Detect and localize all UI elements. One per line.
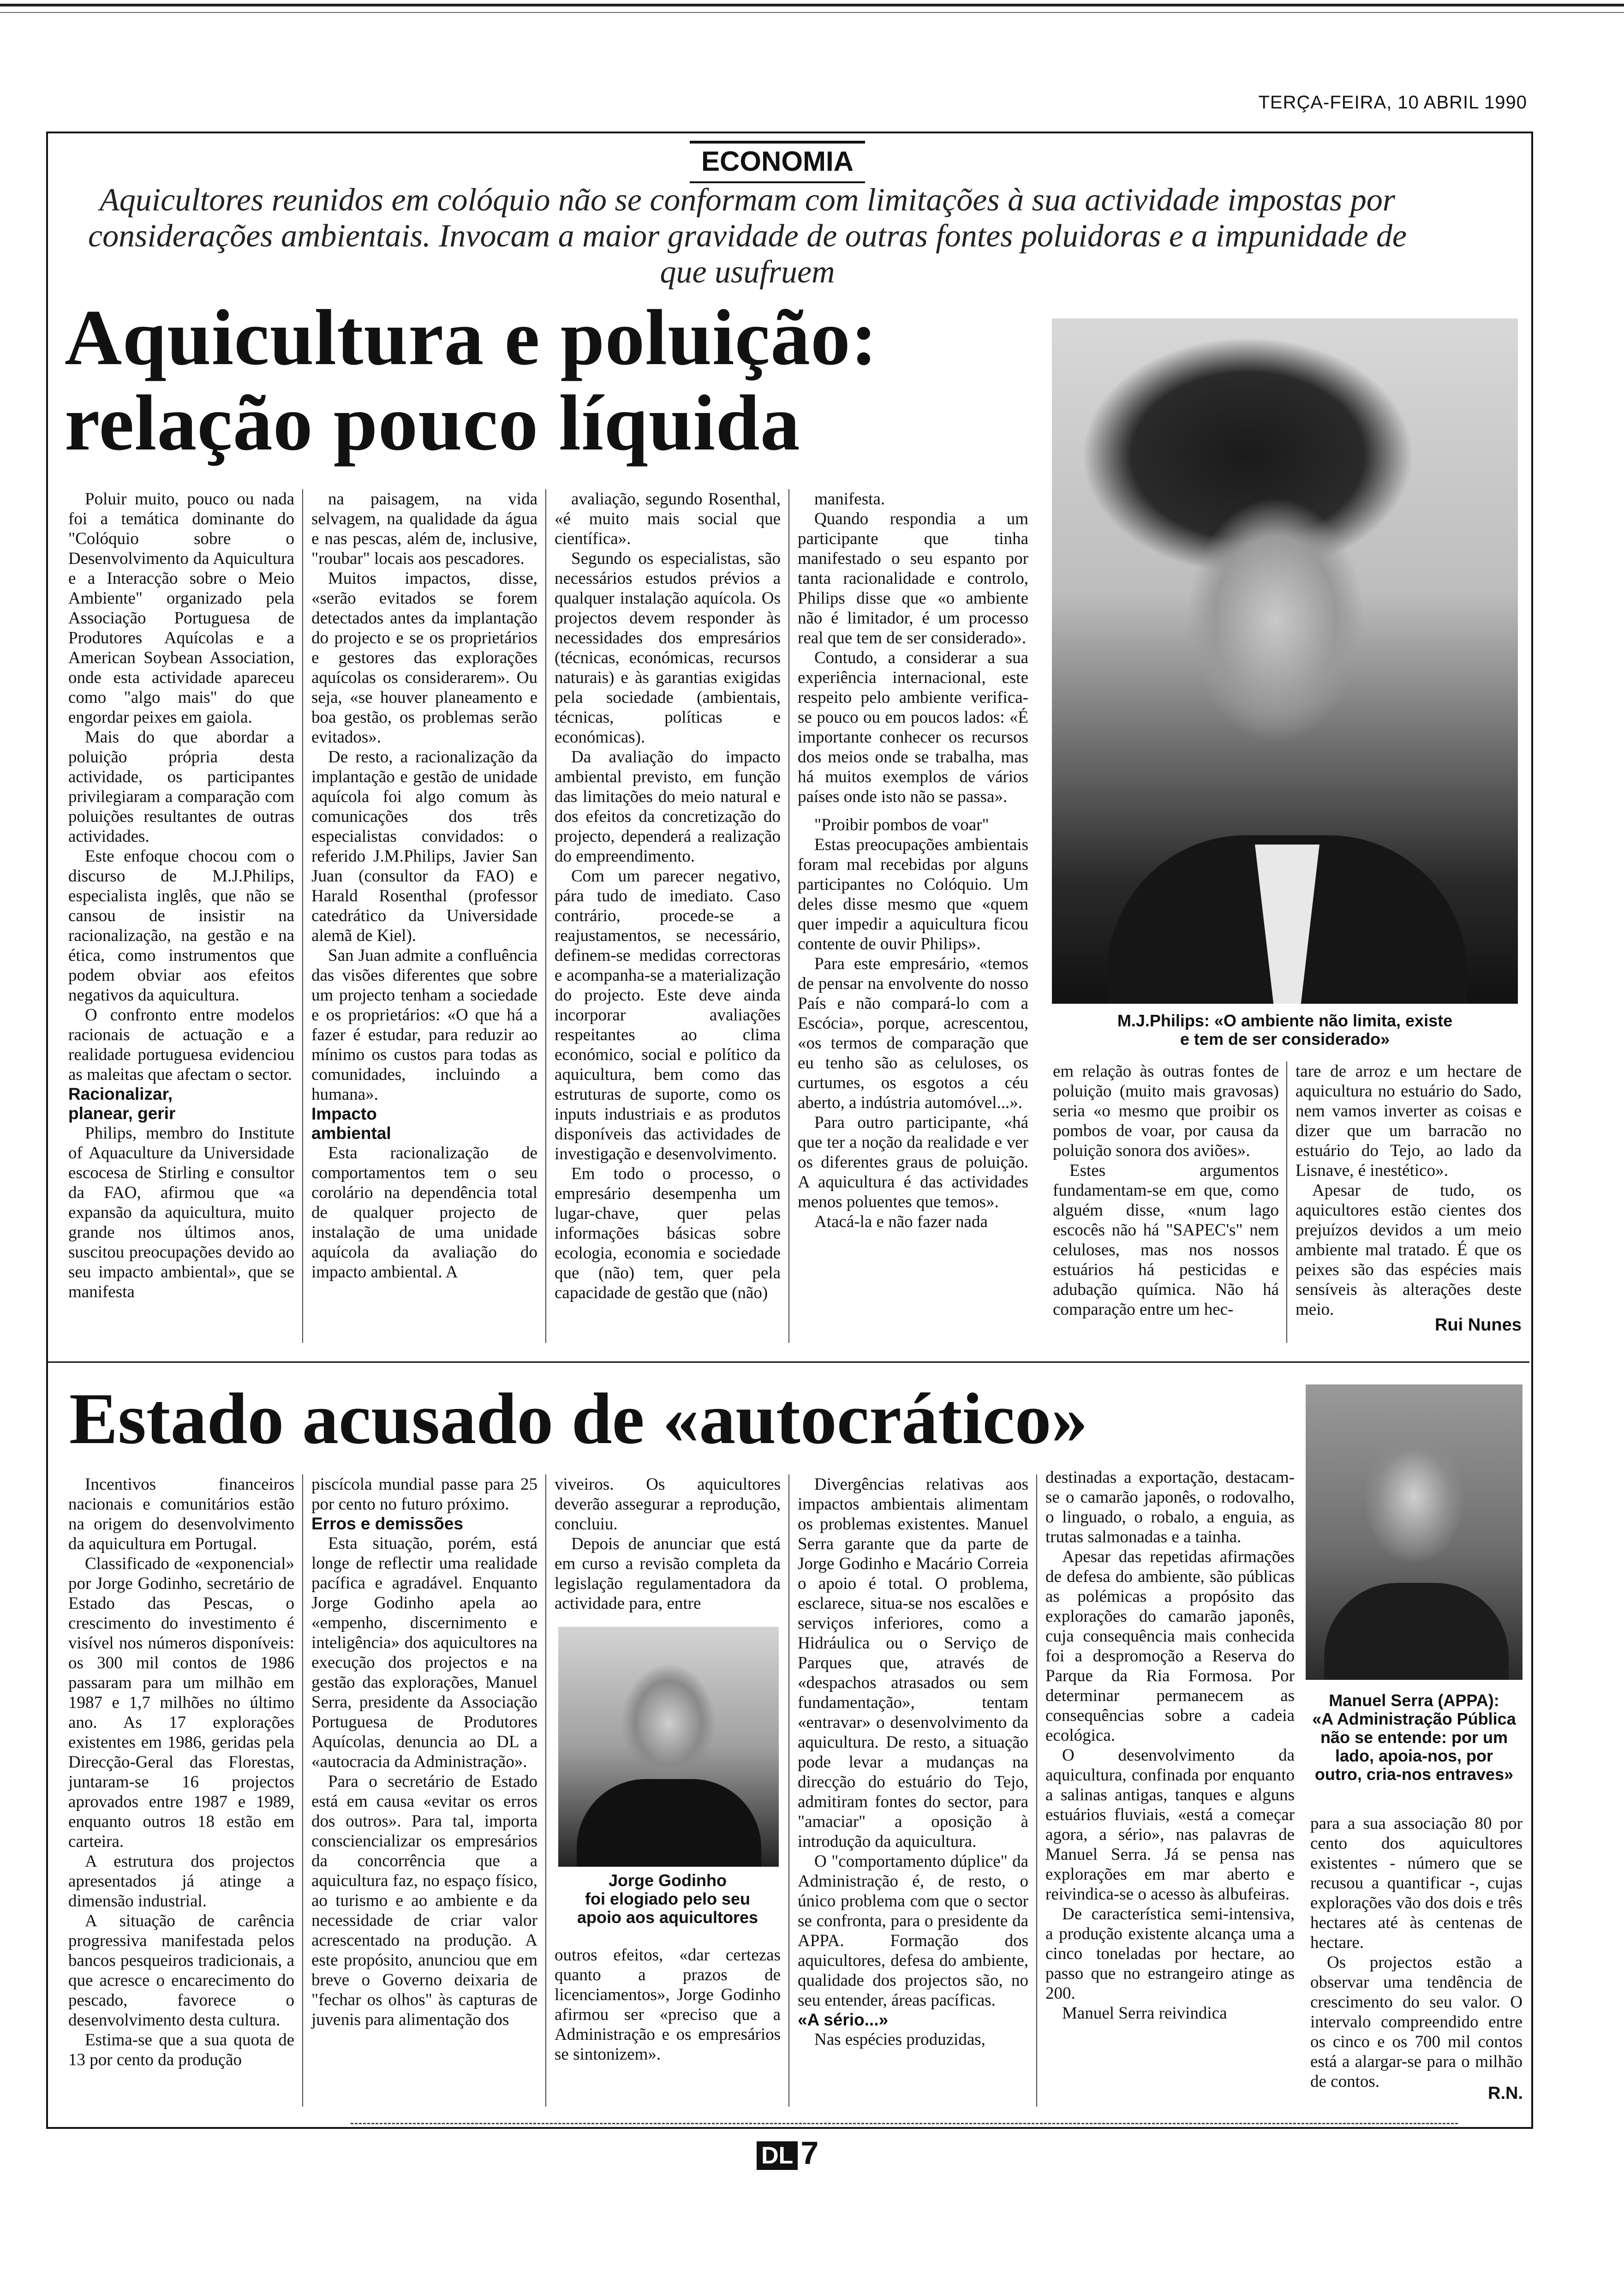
paragraph: O "comportamento dúplice" da Administração é, de resto, o único problema com que o sector se confronta, para o presidente da APPA. Formação dos aquicultores, defesa do ambiente, qualidade dos projectos são, no seu entender, áreas pacíficas.	[798, 1852, 1028, 2010]
article1-column-5	[1053, 1061, 1279, 1319]
paragraph: viveiros. Os aquicultores deverão assegurar a reprodução, concluiu.	[555, 1475, 781, 1534]
subhead: Racionalizar, planear, gerir	[68, 1085, 176, 1123]
paragraph: Para outro participante, «há que ter a noção da realidade e ver os diferentes graus de poluição. A aquicultura é das actividades menos poluentes que temos».	[798, 1113, 1028, 1211]
article-divider	[48, 1361, 1529, 1363]
paragraph: Contudo, a considerar a sua experiência internacional, este respeito pelo ambiente verifica-se pouco ou em poucos lados: «É importante conhecer os recursos dos meios onde se trabalha, mas há muitos exemplos de vários países onde isto não se passa».	[798, 648, 1028, 806]
dl-logo: DL	[757, 2141, 798, 2170]
paragraph: destinadas a exportação, destacam-se o camarão japonês, o rodovalho, o linguado, o robalo, a enguia, as trutas salmonadas e a tainha.	[1045, 1468, 1295, 1546]
column-rule	[302, 1474, 303, 2107]
paragraph: Para este empresário, «temos de pensar na envolvente do nosso País e não compará-lo com a Escócia», porque, acrescentou, «os termos de comparação que eu tenho são as celuloses, os curtumes, os esgotos a céu aberto, a indústria automóvel...».	[798, 954, 1028, 1112]
caption-line: apoio aos aquicultores	[577, 1908, 758, 1927]
page-number	[757, 2134, 818, 2171]
article2-byline: R.N.	[1488, 2084, 1523, 2103]
paragraph: Segundo os especialistas, são necessários estudos prévios a qualquer instalação aquícola. Os projectos devem responder às necessidades dos empresários (técnicas, económicas, recursos naturais) e às garantias exigidas pela sociedade (ambientais, técnicas, políticas e económicas).	[555, 549, 781, 747]
column-rule	[302, 489, 303, 1343]
caption-line: Jorge Godinho	[609, 1871, 727, 1890]
page-number-value: 7	[800, 2135, 819, 2171]
paragraph: Esta situação, porém, está longe de reflectir uma realidade pacífica e agradável. Enquanto Jorge Godinho apela ao «empenho, discernimento e inteligência» dos aquicultores na execução dos projectos e na gestão das explorações, Manuel Serra, presidente da Associação Portuguesa de Produtores Aquícolas, denuncia ao DL a «autocracia da Administração».	[311, 1534, 537, 1771]
article1-column-6	[1296, 1061, 1522, 1319]
column-rule	[1286, 1061, 1287, 1343]
paragraph: Apesar de tudo, os aquicultores estão cientes dos prejuízos devidos a um meio ambiente mal tratado. É que os peixes são das espécies mais sensíveis às alterações deste meio.	[1296, 1181, 1522, 1319]
paragraph: Nas espécies produzidas,	[814, 2030, 985, 2049]
photo-jacket	[1324, 1583, 1509, 1680]
godinho-photo-caption	[555, 1871, 781, 1927]
caption-line: «A Administração Pública	[1312, 1709, 1516, 1728]
column-rule	[788, 1474, 789, 2107]
column-rule	[788, 489, 789, 1343]
paragraph: tare de arroz e um hectare de aquicultura no estuário do Sado, nem vamos inverter as coisas e dizer que um barracão no estuário do Tejo, ao lado da Lisnave, é inestético».	[1296, 1062, 1522, 1180]
paragraph: Em todo o processo, o empresário desempenha um lugar-chave, quer pelas informações básicas sobre ecologia, economia e sociedade que (não) tem, quer pela capacidade de gestão que (não)	[555, 1164, 781, 1302]
paragraph: Esta racionalização de comportamentos tem o seu corolário na dependência total de qualquer projecto de instalação de uma unidade aquícola da avaliação do impacto ambiental. A	[311, 1144, 537, 1282]
paragraph: piscícola mundial passe para 25 por cento no futuro próximo.	[311, 1475, 537, 1514]
paragraph: Classificado de «exponencial» por Jorge Godinho, secretário de Estado das Pescas, o crescimento do investimento é visível nos números disponíveis: os 300 mil contos de 1986 passaram para um milhão em 1987 e 1,7 milhões no último ano. As 17 explorações existentes em 1986, geridas pela Direcção-Geral das Florestas, juntaram-se 16 projectos aprovados entre 1987 e 1989, enquanto outros 18 estão em carteira.	[68, 1554, 294, 1851]
caption-line: Manuel Serra (APPA):	[1329, 1691, 1499, 1710]
paragraph: Este enfoque chocou com o discurso de M.J.Philips, especialista inglês, que não se cansou de insistir na racionalização, na gestão e na ética, como instrumentos que podem obviar aos efeitos negativos da aquicultura.	[68, 847, 294, 1005]
article1-column-3	[555, 489, 781, 1303]
page-date: TERÇA-FEIRA, 10 ABRIL 1990	[1258, 92, 1527, 113]
paragraph: em relação às outras fontes de poluição (muito mais gravosas) seria «o mesmo que proibir os pombos de voar, por causa da poluição sonora dos aviões».	[1053, 1062, 1279, 1160]
paragraph: De resto, a racionalização da implantação e gestão de unidade aquícola foi algo comum às comunicações dos três especialistas convidados: o referido J.M.Philips, Javier San Juan (consultor da FAO) e Harald Rosenthal (professor catedrático da Universidade alemã de Kiel).	[311, 748, 537, 945]
article2-column-5	[1045, 1468, 1295, 2023]
article2-column-4	[798, 1474, 1028, 2049]
headline-line-1: Aquicultura e poluição:	[65, 294, 878, 382]
paragraph: A situação de carência progressiva manifestada pelos bancos pesqueiros tradicionais, a que acresce o encarecimento do pescado, favorece o desenvolvimento desta cultura.	[68, 1911, 294, 2030]
article2-headline: Estado acusado de «autocrático»	[69, 1378, 1088, 1459]
subhead: Impacto ambiental	[311, 1104, 391, 1143]
article1-byline: Rui Nunes	[1435, 1315, 1522, 1335]
photo-jacket	[577, 1779, 761, 1867]
paragraph: San Juan admite a confluência das visões diferentes que sobre um projecto tenham a sociedade e os proprietários: «O que há a fazer é estudar, para reduzir ao mínimo os custos para todas as comunidades, incluindo a humana».	[311, 946, 537, 1104]
paragraph: Os projectos estão a observar uma tendência de crescimento do seu valor. O intervalo compreendido entre os cinco e os 700 mil contos está a alargar-se para o milhão de contos.	[1310, 1953, 1522, 2091]
paragraph: De característica semi-intensiva, a produção existente alcança uma a cinco toneladas por hectare, ao passo que no estrangeiro atinge as 200.	[1045, 1905, 1295, 2003]
section-label: ECONOMIA	[690, 141, 865, 183]
column-rule	[545, 489, 546, 1343]
paragraph: Philips, membro do Institute of Aquaculture da Universidade escocesa de Stirling e consultor da FAO, afirmou que «a expansão da aquicultura, muito grande nos últimos anos, suscitou preocupações devido ao seu impacto ambiental», que se manifesta	[68, 1124, 294, 1301]
serra-photo-caption	[1306, 1691, 1522, 1784]
paragraph: Estas preocupações ambientais foram mal recebidas por alguns participantes no Colóquio. Um deles disse mesmo que «quem quer impedir a aquicultura ficou contente de ouvir Philips».	[798, 835, 1028, 953]
bottom-dashed-rule	[351, 2123, 1458, 2124]
article1-column-1	[68, 489, 294, 1302]
serra-photo	[1306, 1384, 1522, 1680]
paragraph: Com um parecer negativo, pára tudo de imediato. Caso contrário, procede-se a reajustamentos, se necessário, definem-se medidas correctoras e acompanha-se a materialização do projecto. Este deve ainda incorporar avaliações respeitantes ao clima económico, social e político da aquicultura, bem como das estruturas de suporte, como os inputs industriais e as produtos disponíveis das actividades de investigação e desenvolvimento.	[555, 867, 781, 1163]
article2-column-3	[555, 1474, 781, 1613]
paragraph: na paisagem, na vida selvagem, na qualidade da água e nas pescas, além de, inclusive, "roubar" locais aos pescadores.	[311, 490, 537, 568]
paragraph: para a sua associação 80 por cento dos aquicultores existentes - número que se recusou a quantificar -, cujas explorações vão dos dois e três hectares até às centenas de hectare.	[1310, 1814, 1522, 1952]
paragraph: O desenvolvimento da aquicultura, confinada por enquanto a salinas antigas, tanques e alguns estuários fluviais, «está a começar agora, a sério», nas palavras de Manuel Serra. Já se pensa nas explorações em mar aberto e reivindica-se o acesso às albufeiras.	[1045, 1746, 1295, 1904]
article1-column-2	[311, 489, 537, 1282]
article1-headline	[65, 295, 1024, 466]
philips-photo	[1052, 318, 1518, 1004]
paragraph: avaliação, segundo Rosenthal, «é muito mais social que científica».	[555, 490, 781, 548]
godinho-photo	[558, 1627, 779, 1867]
caption-line: lado, apoia-nos, por	[1335, 1746, 1493, 1765]
top-rule-thin	[0, 12, 1624, 13]
article1-column-4	[798, 489, 1028, 1232]
paragraph: A estrutura dos projectos apresentados já atinge a dimensão industrial.	[68, 1852, 294, 1911]
paragraph: Da avaliação do impacto ambiental previsto, em função das limitações do meio natural e dos efeitos da concretização do projecto, dependerá a realização do empreendimento.	[555, 748, 781, 866]
paragraph: Incentivos financeiros nacionais e comunitários estão na origem do desenvolvimento da aquicultura em Portugal.	[68, 1475, 294, 1553]
paragraph: Mais do que abordar a poluição própria desta actividade, os participantes privilegiaram a comparação com poluições resultantes de outras actividades.	[68, 728, 294, 846]
paragraph: Poluir muito, pouco ou nada foi a temática dominante do "Colóquio sobre o Desenvolvimento da Aquicultura e a Interacção sobre o Meio Ambiente" organizado pela Associação Portuguesa de Produtores Aquícolas e a American Soybean Association, onde esta actividade apareceu como "algo mais" do que engordar peixes em gaiola.	[68, 490, 294, 727]
caption-line: M.J.Philips: «O ambiente não limita, existe	[1117, 1011, 1453, 1030]
paragraph: outros efeitos, «dar certezas quanto a prazos de licenciamentos», Jorge Godinho afirmou ser «preciso que a Administração e os empresários se sintonizem».	[555, 1946, 781, 2064]
column-rule	[545, 1474, 546, 2107]
paragraph: Manuel Serra reivindica	[1062, 2004, 1227, 2023]
caption-line: foi elogiado pelo seu	[585, 1889, 751, 1908]
headline-line-2: relação pouco líquida	[65, 379, 800, 467]
subhead-quote: "Proibir pombos de voar"	[814, 815, 989, 834]
paragraph: Estima-se que a sua quota de 13 por cento da produção	[68, 2031, 294, 2069]
paragraph: Divergências relativas aos impactos ambientais alimentam os problemas existentes. Manuel Serra garante que da parte de Jorge Godinho e Macário Correia o apoio é total. O problema, esclarece, situa-se nos escalões e serviços inferiores, como a Hidráulica ou o Serviço de Parques que, através de «despachos atrasados ou sem fundamentação», tentam «entravar» o desenvolvimento da aquicultura. De resto, a situação pode levar a mudanças na direcção do estuário do Tejo, admitiram fontes do sector, para "amaciar" a oposição à introdução da aquicultura.	[798, 1475, 1028, 1851]
paragraph: manifesta.	[814, 490, 885, 509]
paragraph: Estes argumentos fundamentam-se em que, como alguém disse, «num lago escocês não há "SAPEC's" nem celuloses, mas nos nossos estuários há pesticidas e adubação química. Não há comparação entre um hec-	[1053, 1161, 1279, 1319]
article1-dek: Aquicultores reunidos em colóquio não se conformam com limitações à sua actividade impostas por considerações ambientais. Invocam a maior gravidade de outras fontes poluidoras e a impunidade de que usufruem	[88, 182, 1407, 290]
subhead: Erros e demissões	[311, 1514, 464, 1533]
column-rule	[1036, 1474, 1037, 2107]
paragraph: Atacá-la e não fazer nada	[814, 1212, 988, 1231]
caption-line: não se entende: por um	[1320, 1728, 1508, 1747]
paragraph: Apesar das repetidas afirmações de defesa do ambiente, são públicas as polémicas a propósito das explorações do camarão japonês, cuja consequência mais conhecida foi a despromoção a Reserva do Parque da Ria Formosa. Por determinar permanecem as consequências sobre a cadeia ecológica.	[1045, 1547, 1295, 1745]
article2-column-2	[311, 1474, 537, 2030]
article2-column-3-continued	[555, 1945, 781, 2064]
subhead: «A sério...»	[798, 2010, 889, 2029]
paragraph: Depois de anunciar que está em curso a revisão completa da legislação regulamentadora da actividade para, entre	[555, 1534, 781, 1613]
caption-line: e tem de ser considerado»	[1180, 1030, 1390, 1049]
caption-line: outro, cria-nos entraves»	[1314, 1765, 1514, 1784]
philips-photo-caption	[1052, 1012, 1518, 1049]
top-rule	[0, 4, 1624, 6]
paragraph: O confronto entre modelos racionais de actuação e a realidade portuguesa evidenciou as maleitas que afectam o sector.	[68, 1006, 294, 1084]
paragraph: Quando respondia a um participante que tinha manifestado o seu espanto por tanta racionalidade e controlo, Philips disse que «o ambiente não é limitador, é um processo real que tem de ser considerado».	[798, 509, 1028, 647]
paragraph: Para o secretário de Estado está em causa «evitar os erros dos outros». Para tal, importa consciencializar os empresários da concorrência que a aquicultura faz, no espaço físico, ao turismo e ao ambiente e da necessidade de criar valor acrescentado na produção. A este propósito, anunciou que em breve o Governo deixaria de "fechar os olhos" às capturas de juvenis para alimentação dos	[311, 1772, 537, 2029]
article2-column-6	[1310, 1814, 1522, 2091]
article2-column-1	[68, 1474, 294, 2070]
paragraph: Muitos impactos, disse, «serão evitados se forem detectados antes da implantação do projecto e se os proprietários e gestores das explorações aquícolas os considerarem». Ou seja, «se houver planeamento e boa gestão, os problemas serão evitados».	[311, 569, 537, 747]
